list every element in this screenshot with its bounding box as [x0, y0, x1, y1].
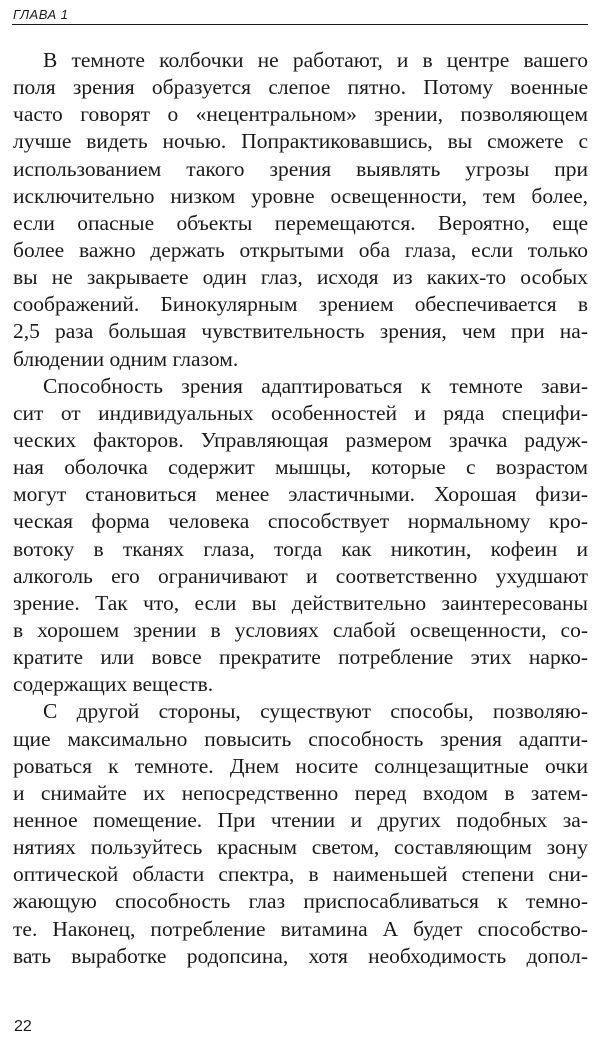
text-line: использованием такого зрения выявлять угрозы при	[13, 156, 588, 181]
text-line: и снимайте их непосредственно перед входом в затем-	[13, 780, 588, 805]
text-line: вотоку в тканях глаза, тогда как никотин, кофеин и	[13, 536, 588, 561]
text-line: вы не закрываете один глаз, исходя из каких-то особых	[13, 265, 588, 290]
text-line: оптической области спектра, в наименьшей степени сни-	[13, 862, 588, 887]
text-line: жающую способность глаз приспосабливаться к темно-	[13, 889, 588, 914]
text-line: соображений. Бинокулярным зрением обеспечивается в	[13, 292, 588, 317]
text-line: кратите или вовсе прекратите потребление этих нарко-	[13, 645, 588, 670]
chapter-label: ГЛАВА 1	[13, 7, 69, 22]
text-line: вать выработке родопсина, хотя необходимость допол-	[13, 943, 588, 968]
text-line: поля зрения образуется слепое пятно. Потому военные	[13, 75, 588, 100]
text-line: лучше видеть ночью. Попрактиковавшись, вы сможете с	[13, 129, 588, 154]
text-line: ческая форма человека способствует нормальному кро-	[13, 509, 588, 534]
text-line: ческих факторов. Управляющая размером зрачка радуж-	[13, 427, 588, 452]
text-line: ная оболочка содержит мышцы, которые с возрастом	[13, 455, 588, 480]
text-line: 2,5 раза большая чувствительность зрения, чем при на-	[13, 319, 588, 344]
text-line: если опасные объекты перемещаются. Вероятно, еще	[13, 210, 588, 235]
text-line: в хорошем зрении в условиях слабой освещенности, со-	[13, 617, 588, 642]
text-line: блюдении одним глазом.	[13, 346, 239, 371]
text-line: роваться к темноте. Днем носите солнцезащитные очки	[13, 753, 588, 778]
text-line: часто говорят о «нецентральном» зрении, позволяющем	[13, 102, 588, 127]
text-line: те. Наконец, потребление витамина А будет способство-	[13, 916, 588, 941]
text-line: зрение. Так что, если вы действительно заинтересованы	[13, 590, 588, 615]
text-line: В темноте колбочки не работают, и в центре вашего	[43, 48, 588, 72]
text-line: могут становиться менее эластичными. Хорошая физи-	[13, 482, 588, 507]
text-line: сит от индивидуальных особенностей и ряда специфи-	[13, 400, 588, 425]
text-line: более важно держать открытыми оба глаза, если только	[13, 237, 588, 262]
running-head	[12, 6, 588, 25]
text-line: алкоголь его ограничивают и соответственно ухудшают	[13, 563, 588, 588]
body-text	[13, 47, 588, 970]
text-line: щие максимально повысить способность зрения адапти-	[13, 726, 588, 751]
text-line: исключительно низком уровне освещенности, тем более,	[13, 183, 588, 208]
text-line: С другой стороны, существуют способы, позволяю-	[43, 699, 588, 724]
text-line: ненное помещение. При чтении и других подобных за-	[13, 807, 588, 832]
text-line: нятиях пользуйтесь красным светом, составляющим зону	[13, 835, 588, 860]
page-number: 22	[14, 1018, 32, 1035]
text-line: содержащих веществ.	[13, 672, 214, 697]
text-line: Способность зрения адаптироваться к темноте зави-	[43, 373, 588, 398]
